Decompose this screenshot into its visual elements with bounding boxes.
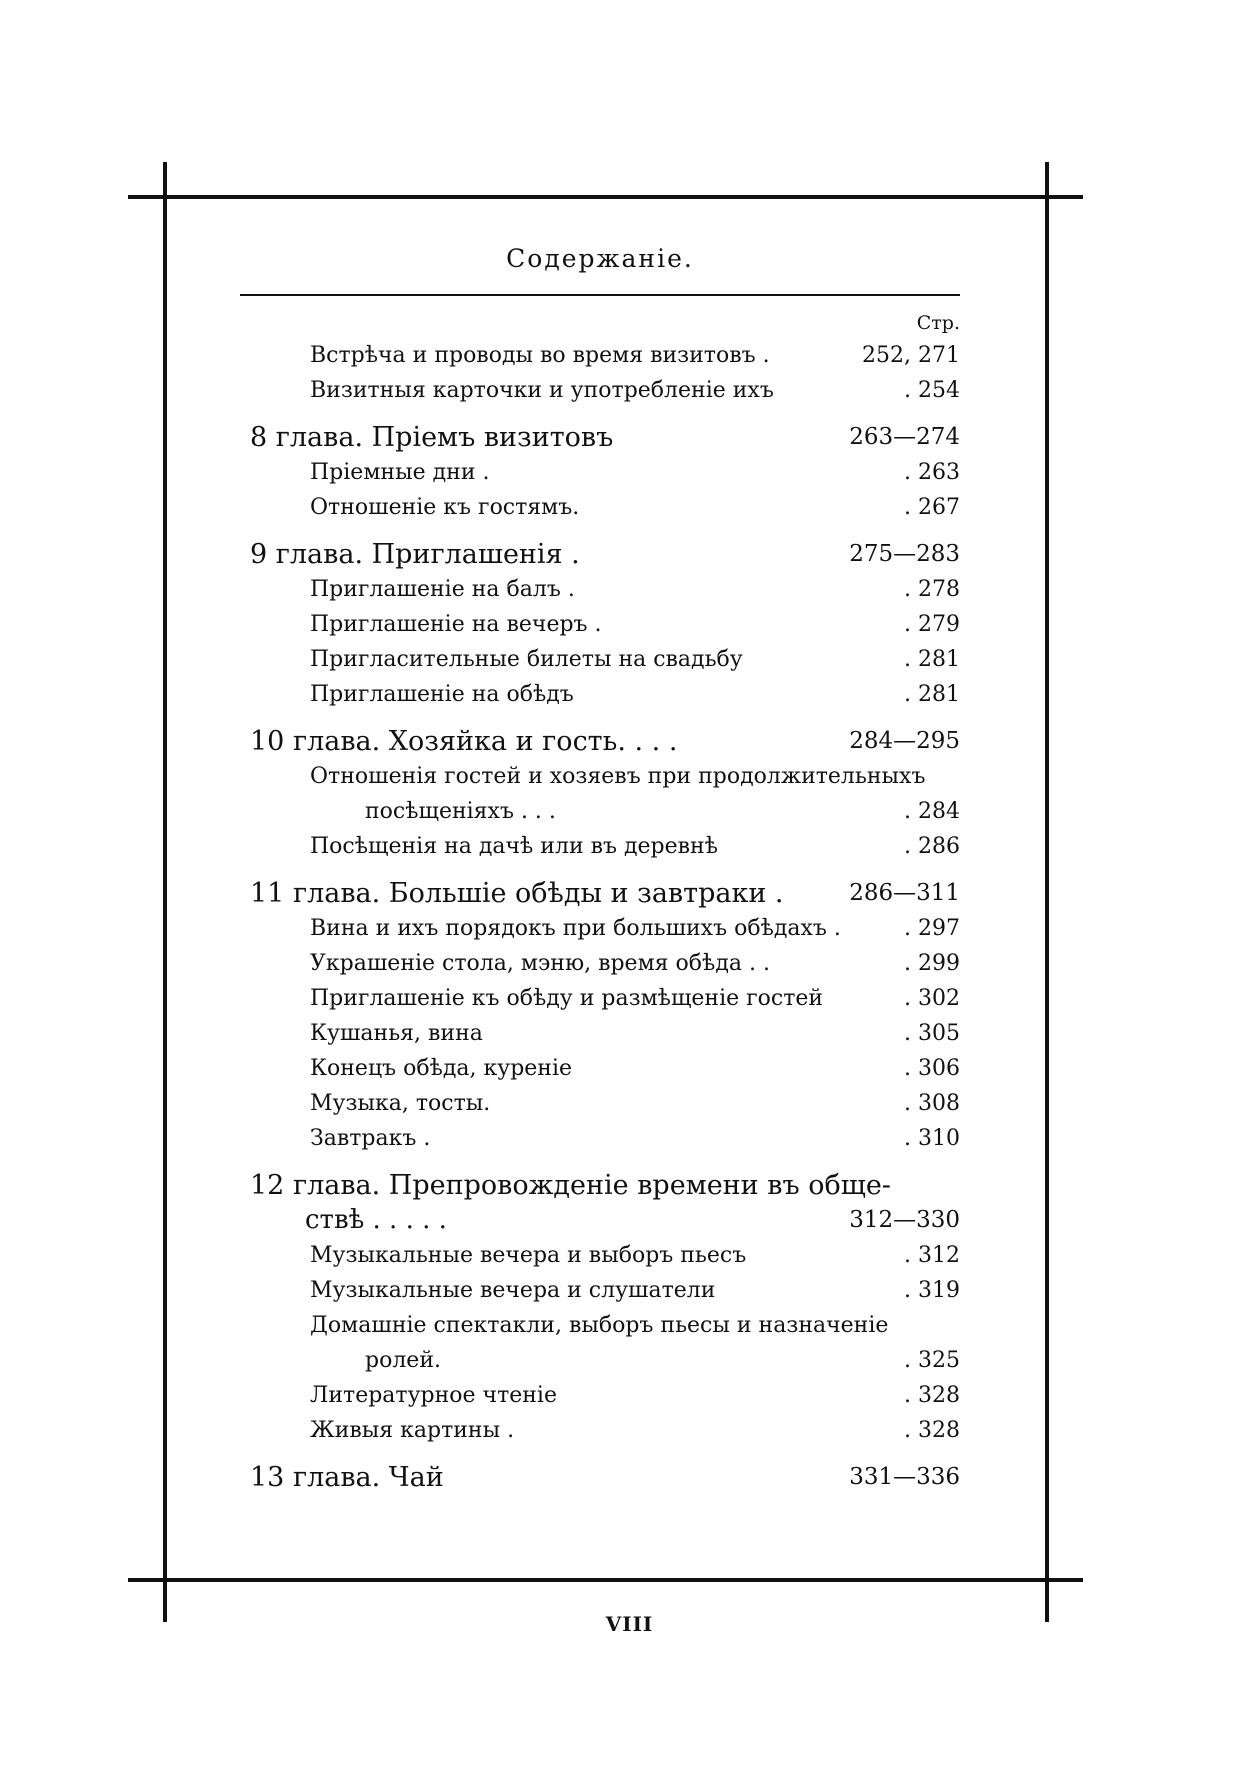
chapter-title: 11 глава. Большіе обѣды и завтраки . [250,878,784,909]
title-underline [240,294,960,296]
toc-entry-row [250,1238,960,1273]
entry-title: Отношеніе къ гостямъ. [310,495,580,520]
entry-title: посѣщеніяхъ . . . [365,799,556,824]
toc-entry-row [250,981,960,1016]
entry-page-number: . 279 [904,612,960,637]
entry-title: Пріемные дни . [310,460,490,485]
toc-entry-row [250,1308,960,1343]
entry-page-number: . 267 [904,495,960,520]
entry-page-number: 252, 271 [862,343,960,368]
toc-chapter-row [250,537,960,572]
toc-entry-row [250,572,960,607]
entry-title: Живыя картины . [310,1418,515,1443]
toc-entry-row [250,455,960,490]
right-border-rule [1045,162,1049,1622]
toc-entry-row [250,1086,960,1121]
top-border-rule [128,195,1083,199]
entry-title: ролей. [365,1348,441,1373]
entry-title: Кушанья, вина [310,1021,483,1046]
entry-page-number: . 278 [904,577,960,602]
chapter-title: ствѣ . . . . . [305,1205,447,1235]
toc-entry-row [250,1051,960,1086]
toc-entry-row [250,759,960,794]
entry-title: Пригласительные билеты на свадьбу [310,647,743,672]
chapter-page-range: 286—311 [849,880,960,906]
toc-entry-row [250,829,960,864]
toc-entry-row [250,1016,960,1051]
entry-page-number: . 310 [904,1126,960,1151]
entry-title: Визитныя карточки и употребленіе ихъ [310,378,774,403]
chapter-title: 12 глава. Препровожденіе времени въ обще- [250,1170,891,1201]
toc-entry-row [250,490,960,525]
toc-chapter-row [250,420,960,455]
toc-entry-row [250,642,960,677]
entry-title: Завтракъ . [310,1126,431,1151]
entry-page-number: . 297 [904,916,960,941]
toc-entry-row [250,373,960,408]
entry-page-number: . 305 [904,1021,960,1046]
toc-entry-row [250,1413,960,1448]
page-column-header: Стр. [916,312,960,334]
entry-title: Конецъ обѣда, куреніе [310,1056,573,1081]
toc-chapter-row [250,1168,960,1203]
page-number: VIII [605,1612,654,1636]
toc-chapter-row [250,724,960,759]
entry-title: Музыкальные вечера и выборъ пьесъ [310,1243,747,1268]
entry-title: Отношенія гостей и хозяевъ при продолжительныхъ [310,764,926,789]
chapter-title: 9 глава. Приглашенія . [250,539,580,570]
page-title: Содержаніе. [506,244,694,273]
entry-page-number: . 328 [904,1383,960,1408]
entry-page-number: . 263 [904,460,960,485]
chapter-title: 8 глава. Пріемъ визитовъ [250,422,614,453]
toc-entry-row [250,794,960,829]
entry-title: Встрѣча и проводы во время визитовъ . [310,343,770,368]
entry-title: Приглашеніе къ обѣду и размѣщеніе гостей [310,986,824,1011]
chapter-title: 13 глава. Чай [250,1462,444,1493]
entry-title: Украшеніе стола, мэню, время обѣда . . [310,951,770,976]
bottom-border-rule [128,1578,1083,1582]
left-border-rule [163,162,167,1622]
entry-page-number: . 306 [904,1056,960,1081]
toc-entry-row [250,607,960,642]
toc-entry-row [250,946,960,981]
entry-title: Музыка, тосты. [310,1091,491,1116]
chapter-page-range: 263—274 [849,424,960,450]
toc-entry-row [250,1343,960,1378]
entry-title: Посѣщенія на дачѣ или въ деревнѣ [310,834,718,859]
entry-page-number: . 319 [904,1278,960,1303]
entry-page-number: . 286 [904,834,960,859]
entry-page-number: . 308 [904,1091,960,1116]
entry-page-number: . 302 [904,986,960,1011]
entry-title: Вина и ихъ порядокъ при большихъ обѣдахъ . [310,916,841,941]
entry-page-number: . 284 [904,799,960,824]
toc-chapter-row [250,876,960,911]
toc-entry-row [250,1273,960,1308]
table-of-contents [250,338,960,1495]
chapter-title: 10 глава. Хозяйка и гость. . . . [250,726,678,757]
entry-page-number: . 325 [904,1348,960,1373]
chapter-page-range: 275—283 [849,541,960,567]
entry-title: Приглашеніе на вечеръ . [310,612,602,637]
entry-title: Приглашеніе на обѣдъ [310,682,574,707]
toc-chapter-row [250,1203,960,1238]
entry-title: Музыкальные вечера и слушатели [310,1278,716,1303]
toc-entry-row [250,1378,960,1413]
chapter-page-range: 312—330 [849,1207,960,1233]
toc-entry-row [250,677,960,712]
entry-page-number: . 312 [904,1243,960,1268]
chapter-page-range: 284—295 [849,728,960,754]
entry-page-number: . 299 [904,951,960,976]
entry-title: Приглашеніе на балъ . [310,577,575,602]
entry-page-number: . 254 [904,378,960,403]
toc-chapter-row [250,1460,960,1495]
toc-entry-row [250,911,960,946]
chapter-page-range: 331—336 [849,1464,960,1490]
entry-title: Литературное чтеніе [310,1383,557,1408]
entry-page-number: . 281 [904,647,960,672]
toc-entry-row [250,1121,960,1156]
entry-page-number: . 281 [904,682,960,707]
entry-title: Домашніе спектакли, выборъ пьесы и назначеніе [310,1313,889,1338]
entry-page-number: . 328 [904,1418,960,1443]
toc-entry-row [250,338,960,373]
